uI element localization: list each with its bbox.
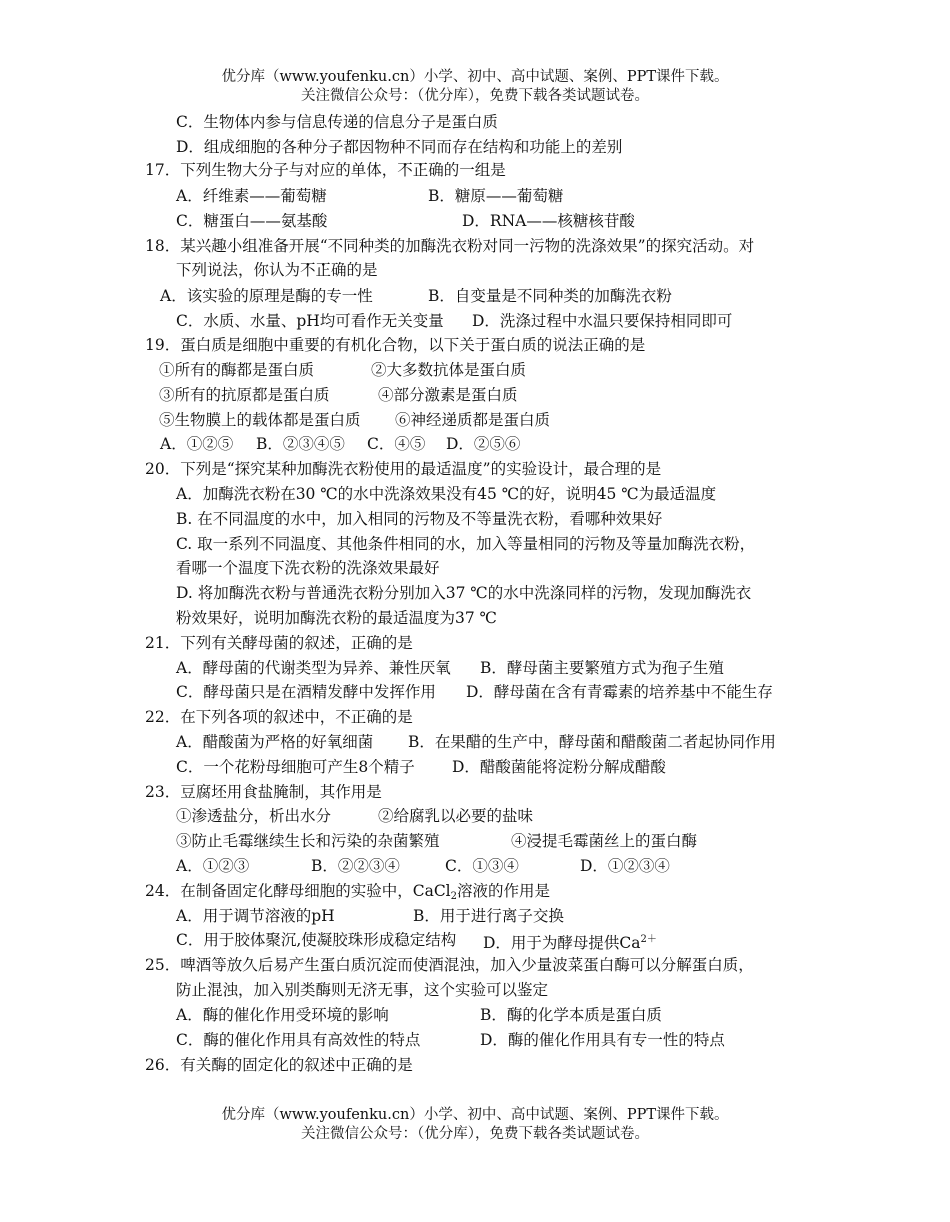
q18-stem-line-1: 18．某兴趣小组准备开展“不同种类的加酶洗衣粉对同一污物的洗涤效果”的探究活动。对 [145,237,755,255]
q23-statement-3: ③防止毛霉继续生长和污染的杂菌繁殖 [176,832,440,850]
q24-stem-prefix: 24．在制备固定化酵母细胞的实验中，CaCl [145,882,451,900]
q20-stem: 20．下列是“探究某种加酶洗衣粉使用的最适温度”的实验设计，最合理的是 [145,460,662,478]
q25-option-b: B．酶的化学本质是蛋白质 [480,1006,662,1024]
q19-option-c: C．④⑤ [367,435,426,453]
q19-option-b: B．②③④⑤ [256,435,345,453]
q24-superscript: 2＋ [640,934,657,945]
q19-option-d: D．②⑤⑥ [446,435,521,453]
q18-emphasis-1: 不 • [300,258,316,282]
q17-stem [145,158,506,182]
q21-option-a: A．酵母菌的代谢类型为异养、兼性厌氧 [176,659,451,677]
q22-option-d: D．醋酸菌能将淀粉分解成醋酸 [452,758,666,776]
q23-statement-4: ④浸提毛霉菌丝上的蛋白酶 [511,832,698,850]
q20-option-a: A．加酶洗衣粉在30 ℃的水中洗涤效果没有45 ℃的好，说明45 ℃为最适温度 [176,485,717,503]
q20-option-d-line-2: 粉效果好，说明加酶洗衣粉的最适温度为37 ℃ [176,609,497,627]
q24-option-a: A．用于调节溶液的pH [176,907,335,925]
q17-stem-suffix: 确的一组是 [428,161,506,179]
q24-option-d [483,928,657,955]
q18-emphasis-2: 正 • [316,258,332,282]
q19-statement-5: ⑤生物膜上的载体都是蛋白质 [159,411,361,429]
q18-option-d: D．洗涤过程中水温只要保持相同即可 [472,312,733,330]
q25-option-c: C．酶的催化作用具有高效性的特点 [176,1031,421,1049]
q16-option-d: D．组成细胞的各种分子都因物种不同而存在结构和功能上的差别 [176,138,623,156]
q19-statement-2: ②大多数抗体是蛋白质 [371,361,527,379]
q21-option-b: B．酵母菌主要繁殖方式为孢子生殖 [480,659,724,677]
q24-option-c: C．用于胶体聚沉,使凝胶珠形成稳定结构 [176,931,457,949]
q22-option-c: C．一个花粉母细胞可产生8个精子 [176,758,415,776]
q24-stem-suffix: 溶液的作用是 [457,882,551,900]
q17-option-c: C．糖蛋白——氨基酸 [176,212,328,230]
footer-line-2: 关注微信公众号：（优分库），免费下载各类试题试卷。 [301,1126,649,1142]
q22-stem: 22．在下列各项的叙述中，不正确的是 [145,708,413,726]
q18-stem-prefix: 下列说法，你认为 [176,261,301,279]
q20-option-c-line-1: C. 取一系列不同温度、其他条件相同的水，加入等量相同的污物及等量加酶洗衣粉， [176,535,756,553]
q19-option-a: A．①②⑤ [160,435,234,453]
page-footer [0,1106,950,1144]
q17-option-a: A．纤维素——葡萄糖 [176,187,327,205]
q22-option-a: A．醋酸菌为严格的好氧细菌 [176,733,374,751]
q18-stem-line-2 [176,258,378,282]
q20-option-b: B. 在不同温度的水中，加入相同的污物及不等量洗衣粉，看哪种效果好 [176,510,663,528]
q25-option-d: D．酶的催化作用具有专一性的特点 [480,1031,725,1049]
header-line-2: 关注微信公众号：（优分库），免费下载各类试题试卷。 [301,88,649,104]
q17-option-d: D．RNA——核糖核苷酸 [462,212,635,230]
page-header [0,68,950,106]
q25-stem-line-1: 25．啤酒等放久后易产生蛋白质沉淀而使酒混浊，加入少量波菜蛋白酶可以分解蛋白质， [145,956,754,974]
q19-statement-4: ④部分激素是蛋白质 [378,386,518,404]
q24-option-d-text: D．用于为酵母提供Ca [483,934,641,952]
q18-stem-suffix: 确的是 [331,261,378,279]
q23-option-c: C．①③④ [445,857,519,875]
q24-option-b: B．用于进行离子交换 [413,907,564,925]
q17-emphasis-2: 正 • [413,158,429,182]
q16-option-c: C．生物体内参与信息传递的信息分子是蛋白质 [176,113,498,131]
q25-option-a: A．酶的催化作用受环境的影响 [176,1006,389,1024]
q23-option-d: D．①②③④ [580,857,670,875]
q23-option-b: B．②②③④ [311,857,400,875]
footer-line-1: 优分库（www.youfenku.cn）小学、初中、高中试题、案例、PPT课件下载。 [221,1107,729,1123]
q21-option-c: C．酵母菌只是在酒精发酵中发挥作用 [176,683,436,701]
q21-option-d: D．酵母菌在含有青霉素的培养基中不能生存 [466,683,773,701]
q24-subscript: 2 [450,891,458,902]
q26-stem: 26．有关酶的固定化的叙述中正确的是 [145,1056,413,1074]
q18-option-c: C．水质、水量、pH均可看作无关变量 [176,312,444,330]
q21-stem: 21．下列有关酵母菌的叙述，正确的是 [145,634,413,652]
q23-stem: 23．豆腐坯用食盐腌制，其作用是 [145,783,382,801]
q19-statement-6: ⑥神经递质都是蛋白质 [395,411,551,429]
q20-option-c-line-2: 看哪一个温度下洗衣粉的洗涤效果最好 [176,559,440,577]
header-line-1: 优分库（www.youfenku.cn）小学、初中、高中试题、案例、PPT课件下载。 [221,69,729,85]
q18-option-b: B．自变量是不同种类的加酶洗衣粉 [428,287,672,305]
q17-emphasis-1: 不 • [397,158,413,182]
q19-statement-1: ①所有的酶都是蛋白质 [159,361,315,379]
q19-stem: 19．蛋白质是细胞中重要的有机化合物，以下关于蛋白质的说法正确的是 [145,336,646,354]
q18-option-a: A．该实验的原理是酶的专一性 [160,287,373,305]
q19-statement-3: ③所有的抗原都是蛋白质 [159,386,330,404]
q23-statement-2: ②给腐乳以必要的盐味 [378,807,534,825]
q22-option-b: B．在果醋的生产中，酵母菌和醋酸菌二者起协同作用 [408,733,776,751]
q17-stem-prefix: 17．下列生物大分子与对应的单体， [145,161,398,179]
q17-option-b: B．糖原——葡萄糖 [428,187,564,205]
q25-stem-line-2: 防止混浊，加入别类酶则无济无事，这个实验可以鉴定 [176,981,549,999]
q23-statement-1: ①渗透盐分，析出水分 [176,807,332,825]
q20-option-d-line-1: D. 将加酶洗衣粉与普通洗衣粉分别加入37 ℃的水中洗涤同样的污物，发现加酶洗衣 [176,584,752,602]
q23-option-a: A．①②③ [176,857,250,875]
